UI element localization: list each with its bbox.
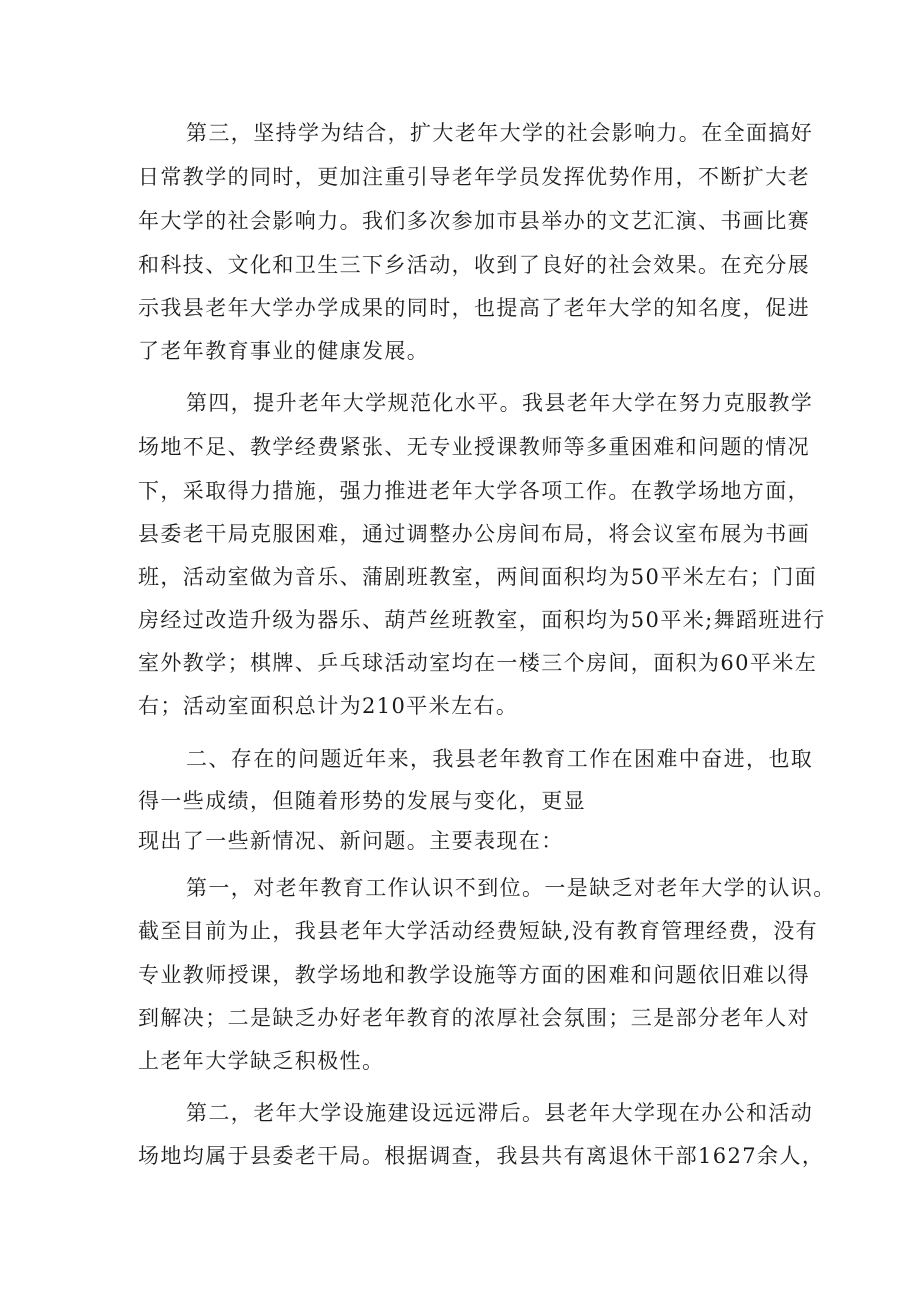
text-line: 室外教学；棋牌、乒乓球活动室均在一楼三个房间，面积为60平米左 bbox=[138, 651, 818, 675]
text-line: 第一，对老年教育工作认识不到位。一是缺乏对老年大学的认识。 bbox=[186, 876, 836, 900]
text-line: 房经过改造升级为器乐、葫芦丝班教室，面积均为50平米;舞蹈班进行 bbox=[138, 608, 826, 632]
text-line: 专业教师授课，教学场地和教学设施等方面的困难和问题依旧难以得 bbox=[138, 963, 810, 987]
text-line: 上老年大学缺乏积极性。 bbox=[138, 1049, 385, 1073]
text-line: 到解决；二是缺乏办好老年教育的浓厚社会氛围；三是部分老年人对 bbox=[138, 1006, 810, 1030]
text-line: 第二，老年大学设施建设远远滞后。县老年大学现在办公和活动 bbox=[186, 1101, 814, 1125]
text-line: 第四，提升老年大学规范化水平。我县老年大学在努力克服教学 bbox=[186, 391, 814, 415]
text-line: 下，采取得力措施，强力推进老年大学各项工作。在教学场地方面， bbox=[138, 479, 810, 503]
text-line: 场地不足、教学经费紧张、无专业授课教师等多重困难和问题的情况 bbox=[138, 435, 810, 459]
text-line: 示我县老年大学办学成果的同时，也提高了老年大学的知名度，促进 bbox=[138, 296, 810, 320]
text-line: 得一些成绩，但随着形势的发展与变化，更显 bbox=[138, 789, 586, 813]
text-line: 县委老干局克服困难，通过调整办公房间布局，将会议室布展为书画 bbox=[138, 522, 810, 546]
section-heading-line: 二、存在的问题近年来，我县老年教育工作在困难中奋进，也取 bbox=[186, 747, 814, 771]
text-line: 和科技、文化和卫生三下乡活动，收到了良好的社会效果。在充分展 bbox=[138, 253, 810, 277]
text-line: 班，活动室做为音乐、蒲剧班教室，两间面积均为50平米左右；门面 bbox=[138, 565, 818, 589]
text-line: 现出了一些新情况、新问题。主要表现在： bbox=[138, 829, 564, 853]
text-line: 右；活动室面积总计为210平米左右。 bbox=[138, 694, 519, 718]
text-line: 第三，坚持学为结合，扩大老年大学的社会影响力。在全面搞好 bbox=[186, 121, 814, 145]
text-line: 场地均属于县委老干局。根据调查，我县共有离退休干部1627余人， bbox=[138, 1144, 825, 1168]
text-line: 截至目前为止，我县老年大学活动经费短缺,没有教育管理经费，没有 bbox=[138, 919, 819, 943]
text-line: 年大学的社会影响力。我们多次参加市县举办的文艺汇演、书画比赛 bbox=[138, 209, 810, 233]
text-line: 了老年教育事业的健康发展。 bbox=[138, 339, 430, 363]
text-line: 日常教学的同时，更加注重引导老年学员发挥优势作用，不断扩大老 bbox=[138, 165, 810, 189]
